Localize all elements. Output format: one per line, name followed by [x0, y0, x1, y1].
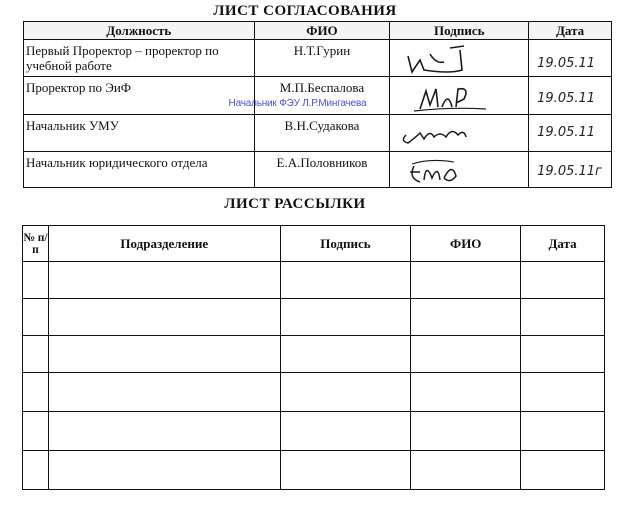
empty-cell [23, 299, 49, 336]
empty-cell [280, 336, 411, 373]
empty-cell [411, 412, 521, 451]
handwritten-signature-3 [390, 115, 529, 152]
column-header-number: № п/п [23, 226, 49, 262]
empty-cell [280, 451, 411, 490]
handwritten-signature-2 [390, 77, 529, 115]
name-cell: Н.Т.Гурин [254, 40, 390, 77]
column-header-date: Дата [529, 22, 612, 40]
handwritten-date: 19.05.11 [537, 91, 596, 106]
date-cell [529, 77, 612, 115]
date-cell [529, 40, 612, 77]
position-cell: Начальник УМУ [24, 115, 255, 152]
empty-cell [280, 373, 411, 412]
empty-cell [411, 451, 521, 490]
date-cell [529, 152, 612, 188]
name-text: М.П.Беспалова [279, 80, 365, 95]
approval-row [24, 77, 612, 115]
distribution-row [23, 336, 605, 373]
handwritten-date: 19.05.11 [537, 56, 596, 71]
signature-cell [390, 77, 529, 115]
empty-cell [521, 336, 605, 373]
handwritten-signature-4 [390, 152, 529, 188]
handwritten-date: 19.05.11г [537, 164, 602, 179]
distribution-row [23, 262, 605, 299]
approval-sheet-title: ЛИСТ СОГЛАСОВАНИЯ [213, 3, 397, 19]
distribution-row [23, 412, 605, 451]
empty-cell [280, 262, 411, 299]
empty-cell [23, 451, 49, 490]
empty-cell [521, 373, 605, 412]
position-cell: Начальник юридического отдела [24, 152, 255, 188]
empty-cell [521, 299, 605, 336]
empty-cell [521, 412, 605, 451]
distribution-body [23, 262, 605, 490]
empty-cell [48, 412, 280, 451]
empty-cell [521, 262, 605, 299]
distribution-row [23, 299, 605, 336]
column-header-name: ФИО [411, 226, 521, 262]
column-header-department: Подразделение [48, 226, 280, 262]
empty-cell [48, 299, 280, 336]
empty-cell [411, 373, 521, 412]
empty-cell [23, 262, 49, 299]
empty-cell [411, 299, 521, 336]
column-header-name: ФИО [254, 22, 390, 40]
signature-cell [390, 152, 529, 188]
distribution-row [23, 451, 605, 490]
empty-cell [23, 373, 49, 412]
signature-cell [390, 40, 529, 77]
approval-row [24, 115, 612, 152]
name-cell: Е.А.Половников [254, 152, 390, 188]
approval-row [24, 40, 612, 77]
column-header-signature: Подпись [390, 22, 529, 40]
distribution-table [22, 225, 605, 490]
column-header-signature: Подпись [280, 226, 411, 262]
date-cell [529, 115, 612, 152]
empty-cell [280, 299, 411, 336]
name-cell: В.Н.Судакова [254, 115, 390, 152]
approval-header-row [24, 22, 612, 40]
empty-cell [48, 451, 280, 490]
empty-cell [521, 451, 605, 490]
column-header-date: Дата [521, 226, 605, 262]
stamp-text: Начальник ФЭУ Л.Р.Мингачева [228, 98, 367, 109]
empty-cell [411, 336, 521, 373]
empty-cell [48, 336, 280, 373]
empty-cell [411, 262, 521, 299]
approval-table [23, 21, 612, 188]
signature-cell [390, 115, 529, 152]
position-cell: Проректор по ЭиФ [24, 77, 255, 115]
handwritten-signature-1 [390, 40, 529, 77]
distribution-row [23, 373, 605, 412]
distribution-header-row [23, 226, 605, 262]
name-cell [228, 77, 390, 115]
empty-cell [48, 373, 280, 412]
handwritten-date: 19.05.11 [537, 125, 596, 140]
approval-row [24, 152, 612, 188]
column-header-position: Должность [24, 22, 255, 40]
distribution-sheet-title: ЛИСТ РАССЫЛКИ [224, 196, 366, 212]
empty-cell [48, 262, 280, 299]
empty-cell [23, 336, 49, 373]
position-cell: Первый Проректор – проректор по учебной работе [24, 40, 255, 77]
empty-cell [23, 412, 49, 451]
empty-cell [280, 412, 411, 451]
